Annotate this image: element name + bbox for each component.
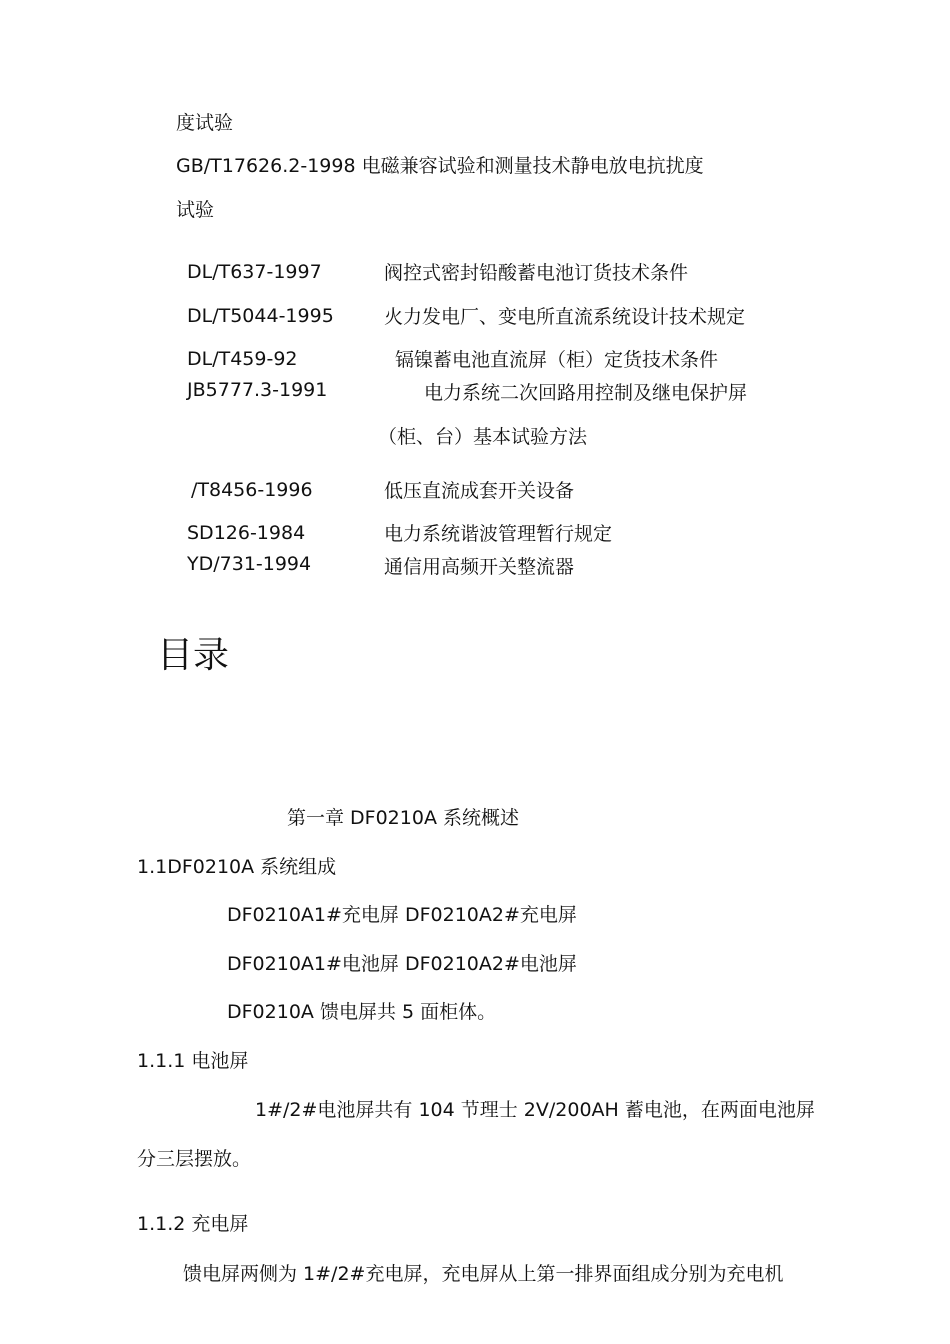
- standard-desc: 电力系统二次回路用控制及继电保护屏: [424, 382, 748, 404]
- section-heading-1-1-1: 1.1.1 电池屏: [137, 1050, 249, 1072]
- standard-desc-continuation: （柜、台）基本试验方法: [378, 426, 588, 448]
- charge-paragraph-line-1: 馈电屏两侧为 1#/2#充电屏，充电屏从上第一排界面组成分别为充电机: [183, 1263, 784, 1285]
- intro-line-1: 度试验: [176, 112, 234, 134]
- composition-line-3: DF0210A 馈电屏共 5 面柜体。: [227, 1001, 497, 1023]
- standard-desc: 镉镍蓄电池直流屏（柜）定货技术条件: [395, 349, 719, 371]
- chapter-heading: 第一章 DF0210A 系统概述: [287, 807, 519, 829]
- standard-desc: 通信用高频开关整流器: [384, 556, 575, 578]
- standard-code: /T8456-1996: [191, 479, 313, 501]
- battery-paragraph-line-1: 1#/2#电池屏共有 104 节理士 2V/200AH 蓄电池，在两面电池屏: [255, 1099, 815, 1121]
- composition-line-1: DF0210A1#充电屏 DF0210A2#充电屏: [227, 904, 577, 926]
- composition-line-2: DF0210A1#电池屏 DF0210A2#电池屏: [227, 953, 577, 975]
- intro-line-2: GB/T17626.2-1998 电磁兼容试验和测量技术静电放电抗扰度: [176, 155, 704, 177]
- standard-desc: 火力发电厂、变电所直流系统设计技术规定: [384, 306, 746, 328]
- toc-title: 目录: [157, 635, 230, 676]
- standard-desc: 低压直流成套开关设备: [384, 480, 575, 502]
- standard-code: DL/T637-1997: [187, 261, 322, 283]
- standard-code: DL/T459-92: [187, 348, 298, 370]
- standard-code: SD126-1984: [187, 522, 306, 544]
- standard-desc: 电力系统谐波管理暂行规定: [384, 523, 613, 545]
- section-heading-1-1: 1.1DF0210A 系统组成: [137, 856, 337, 878]
- standard-desc: 阀控式密封铅酸蓄电池订货技术条件: [384, 262, 689, 284]
- battery-paragraph-line-2: 分三层摆放。: [137, 1148, 252, 1170]
- standard-code: JB5777.3-1991: [187, 379, 328, 401]
- standard-code: DL/T5044-1995: [187, 305, 334, 327]
- intro-line-3: 试验: [176, 199, 215, 221]
- section-heading-1-1-2: 1.1.2 充电屏: [137, 1213, 249, 1235]
- standard-code: YD/731-1994: [187, 553, 312, 575]
